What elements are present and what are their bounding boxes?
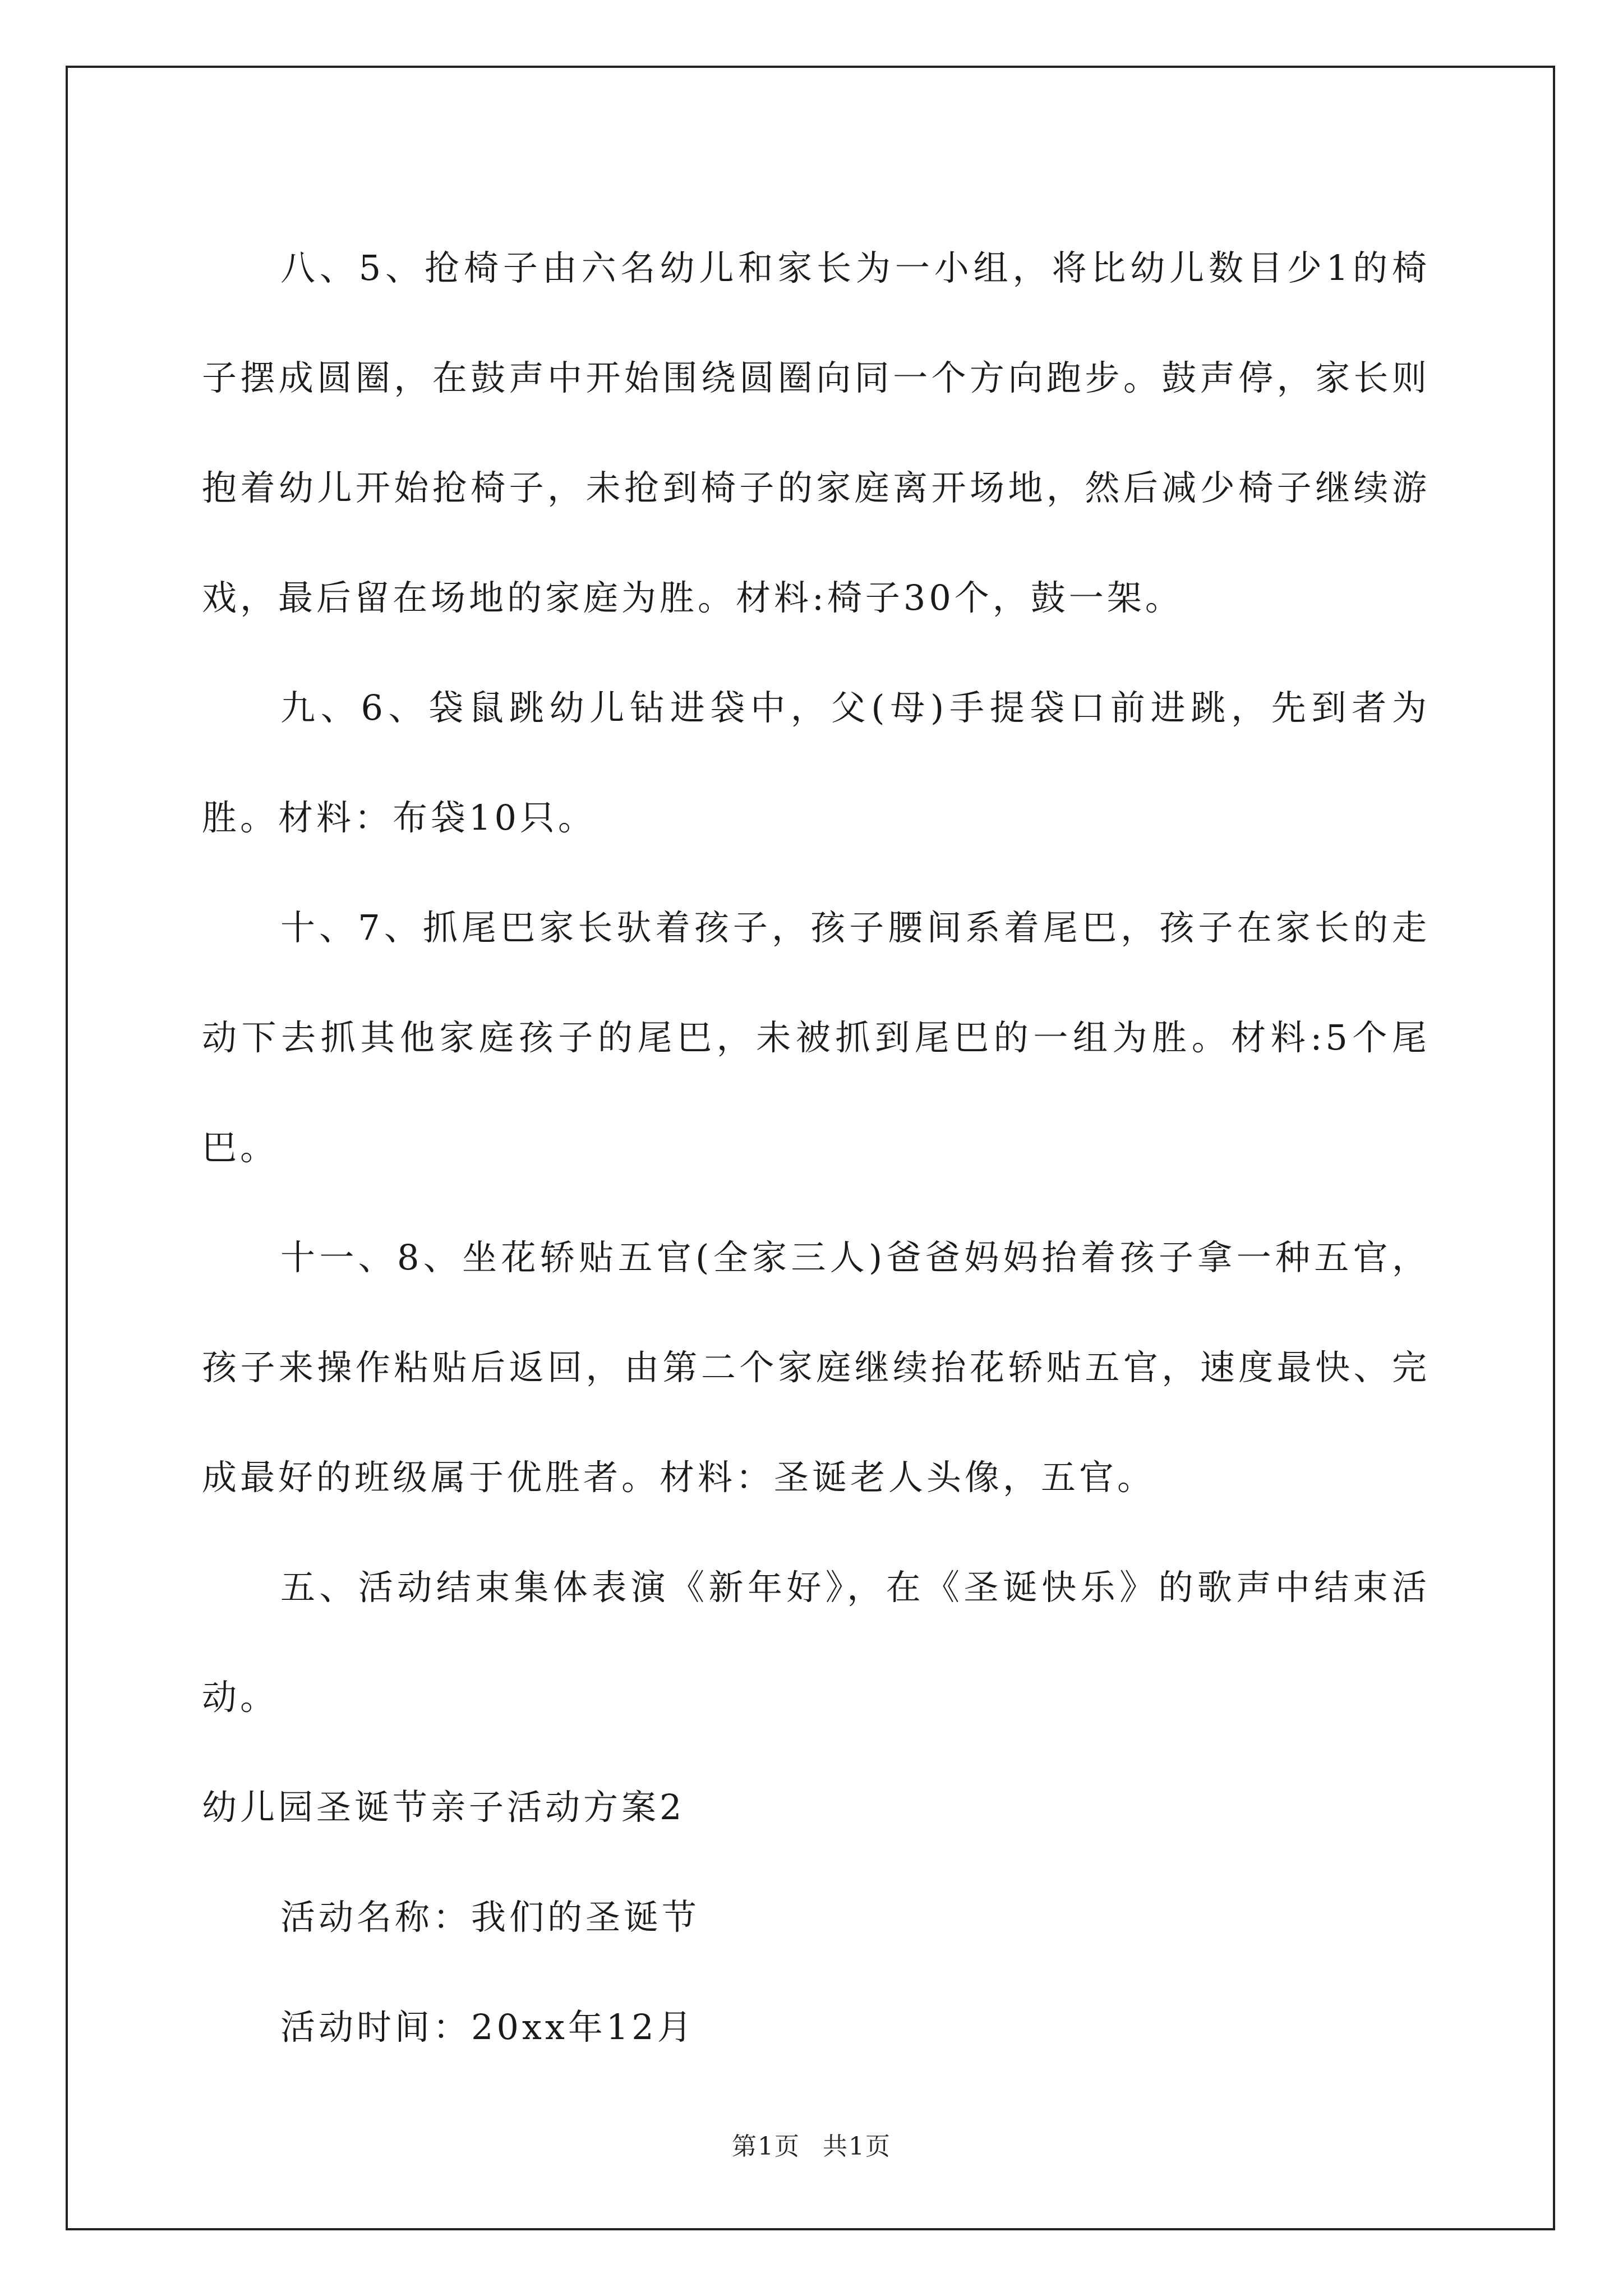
section-heading: 幼儿园圣诞节亲子活动方案2 — [202, 1787, 685, 1828]
document-body — [202, 213, 1430, 2082]
paragraph-sedan-features: 十一、8、坐花轿贴五官(全家三人)爸爸妈妈抬着孩子拿一种五官，孩子来操作粘贴后返回，由第二个家庭继续抬花轿贴五官，速度最快、完成最好的班级属于优胜者。材料：圣诞老人头像，五官。 — [202, 1237, 1430, 1498]
paragraph-activity-time: 活动时间：20xx年12月 — [280, 2007, 695, 2047]
paragraph-musical-chairs: 八、5、抢椅子由六名幼儿和家长为一小组，将比幼儿数目少1的椅子摆成圆圈，在鼓声中开始围绕圆圈向同一个方向跑步。鼓声停，家长则抱着幼儿开始抢椅子，未抢到椅子的家庭离开场地，然后减少椅子继续游戏，最后留在场地的家庭为胜。材料:椅子30个，鼓一架。 — [202, 247, 1430, 618]
page-number: 第1页 — [732, 2132, 800, 2161]
paragraph-closing: 五、活动结束集体表演《新年好》，在《圣诞快乐》的歌声中结束活动。 — [202, 1567, 1430, 1718]
page-footer — [0, 2126, 1623, 2162]
paragraph-activity-name: 活动名称：我们的圣诞节 — [280, 1897, 700, 1938]
page-total: 共1页 — [823, 2132, 891, 2161]
paragraph-catch-tail: 十、7、抓尾巴家长驮着孩子，孩子腰间系着尾巴，孩子在家长的走动下去抓其他家庭孩子的尾巴，未被抓到尾巴的一组为胜。材料:5个尾巴。 — [202, 907, 1430, 1168]
paragraph-kangaroo-jump: 九、6、袋鼠跳幼儿钻进袋中，父(母)手提袋口前进跳，先到者为胜。材料：布袋10只。 — [202, 687, 1430, 838]
